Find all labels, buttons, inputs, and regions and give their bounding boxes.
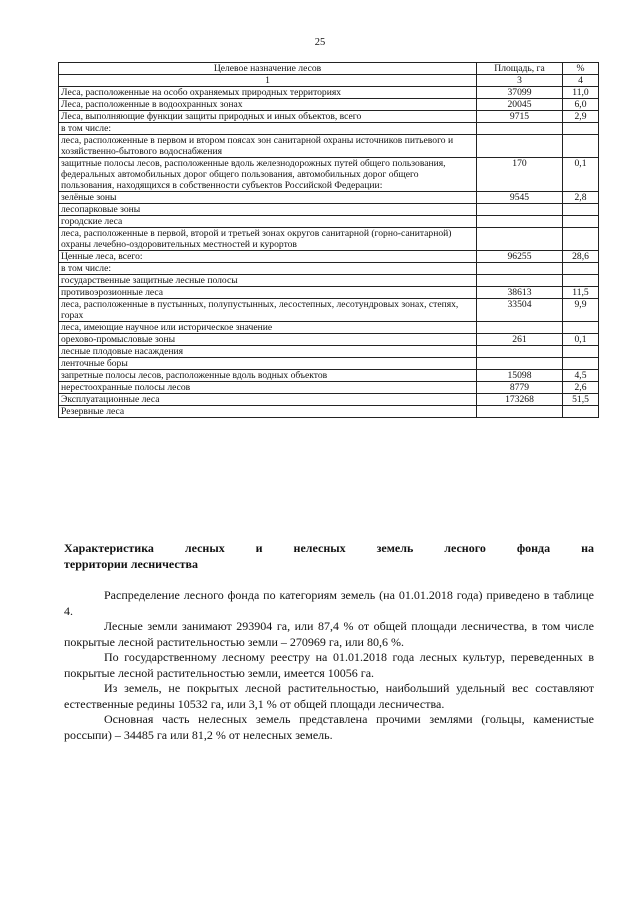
- table-header-row: [59, 63, 599, 75]
- cell-purpose: защитные полосы лесов, расположенные вдоль железнодорожных путей общего пользования, федеральных автомобильных дорог общего пользования, автомобильных дорог общего пользования, находящихся в собственности субъектов Российской Федерации:: [59, 158, 477, 192]
- cell-purpose: Ценные леса, всего:: [59, 251, 477, 263]
- cell-area: 38613: [477, 287, 563, 299]
- paragraph-1: Распределение лесного фонда по категориям земель (на 01.01.2018 года) приведено в таблице 4.: [64, 588, 594, 618]
- page-number: 25: [314, 37, 326, 48]
- cell-purpose: лесопарковые зоны: [59, 204, 477, 216]
- cell-percent: [563, 123, 599, 135]
- index-col-4: 4: [563, 75, 599, 87]
- cell-purpose: Леса, выполняющие функции защиты природных и иных объектов, всего: [59, 111, 477, 123]
- header-area: Площадь, га: [477, 63, 563, 75]
- cell-purpose: леса, расположенные в первой, второй и третьей зонах округов санитарной (горно-санитарной) охраны лечебно-оздоровительных местностей и курортов: [59, 228, 477, 251]
- cell-purpose: орехово-промысловые зоны: [59, 334, 477, 346]
- cell-area: [477, 358, 563, 370]
- cell-percent: 0,1: [563, 158, 599, 192]
- cell-area: [477, 322, 563, 334]
- table-row: [59, 99, 599, 111]
- table-row: [59, 346, 599, 358]
- cell-percent: 11,0: [563, 87, 599, 99]
- cell-purpose: ленточные боры: [59, 358, 477, 370]
- table-row: [59, 382, 599, 394]
- paragraph-4: Из земель, не покрытых лесной растительностью, наибольший удельный вес составляют естественные редины 10532 га, или 3,1 % от общей площади лесничества.: [64, 681, 594, 711]
- cell-purpose: противоэрозионные леса: [59, 287, 477, 299]
- paragraph-3: По государственному лесному реестру на 01.01.2018 года лесных культур, переведенных в покрытые лесной растительностью земли, имеется 10056 га.: [64, 650, 594, 680]
- table-row: [59, 135, 599, 158]
- cell-area: 170: [477, 158, 563, 192]
- cell-area: 96255: [477, 251, 563, 263]
- forest-purpose-table: [58, 62, 599, 418]
- table-index-row: [59, 75, 599, 87]
- cell-area: 173268: [477, 394, 563, 406]
- cell-area: [477, 275, 563, 287]
- table-row: [59, 299, 599, 322]
- cell-percent: 11,5: [563, 287, 599, 299]
- index-col-3: 3: [477, 75, 563, 87]
- table-row: [59, 370, 599, 382]
- cell-percent: 2,9: [563, 111, 599, 123]
- section-heading-line-1: Характеристика лесных и нелесных земель лесного фонда на: [64, 541, 594, 555]
- cell-area: 15098: [477, 370, 563, 382]
- cell-area: 261: [477, 334, 563, 346]
- cell-percent: 4,5: [563, 370, 599, 382]
- cell-area: [477, 406, 563, 418]
- table-row: [59, 87, 599, 99]
- table-row: [59, 228, 599, 251]
- cell-percent: [563, 358, 599, 370]
- cell-area: [477, 228, 563, 251]
- table-row: [59, 158, 599, 192]
- cell-percent: 0,1: [563, 334, 599, 346]
- table-row: [59, 204, 599, 216]
- cell-area: 9715: [477, 111, 563, 123]
- cell-purpose: в том числе:: [59, 123, 477, 135]
- paragraph-2: Лесные земли занимают 293904 га, или 87,4 % от общей площади лесничества, в том числе покрытые лесной растительностью земли – 270969 га, или 80,6 %.: [64, 619, 594, 649]
- table-row: [59, 406, 599, 418]
- cell-purpose: зелёные зоны: [59, 192, 477, 204]
- table-row: [59, 216, 599, 228]
- cell-purpose: государственные защитные лесные полосы: [59, 275, 477, 287]
- cell-area: [477, 346, 563, 358]
- section-heading: [64, 541, 594, 572]
- cell-area: 37099: [477, 87, 563, 99]
- cell-percent: 28,6: [563, 251, 599, 263]
- cell-percent: [563, 216, 599, 228]
- cell-area: [477, 216, 563, 228]
- cell-percent: [563, 406, 599, 418]
- cell-percent: 51,5: [563, 394, 599, 406]
- table-row: [59, 358, 599, 370]
- cell-purpose: в том числе:: [59, 263, 477, 275]
- cell-percent: 9,9: [563, 299, 599, 322]
- cell-area: [477, 204, 563, 216]
- cell-area: 9545: [477, 192, 563, 204]
- cell-percent: [563, 263, 599, 275]
- table-row: [59, 123, 599, 135]
- cell-purpose: леса, расположенные в пустынных, полупустынных, лесостепных, лесотундровых зонах, степях, горах: [59, 299, 477, 322]
- table-row: [59, 251, 599, 263]
- cell-area: [477, 135, 563, 158]
- cell-area: [477, 263, 563, 275]
- cell-percent: [563, 135, 599, 158]
- table-row: [59, 287, 599, 299]
- cell-purpose: городские леса: [59, 216, 477, 228]
- table-row: [59, 394, 599, 406]
- cell-area: [477, 123, 563, 135]
- cell-purpose: Леса, расположенные на особо охраняемых природных территориях: [59, 87, 477, 99]
- table-row: [59, 322, 599, 334]
- cell-purpose: леса, имеющие научное или историческое значение: [59, 322, 477, 334]
- index-col-1: 1: [59, 75, 477, 87]
- cell-percent: 6,0: [563, 99, 599, 111]
- cell-purpose: лесные плодовые насаждения: [59, 346, 477, 358]
- header-purpose: Целевое назначение лесов: [59, 63, 477, 75]
- cell-percent: [563, 228, 599, 251]
- table-row: [59, 192, 599, 204]
- cell-percent: [563, 346, 599, 358]
- cell-area: 33504: [477, 299, 563, 322]
- cell-purpose: запретные полосы лесов, расположенные вдоль водных объектов: [59, 370, 477, 382]
- table-body: [59, 87, 599, 418]
- table-row: [59, 111, 599, 123]
- section-body: [64, 588, 594, 743]
- cell-percent: 2,8: [563, 192, 599, 204]
- cell-purpose: нерестоохранные полосы лесов: [59, 382, 477, 394]
- section-heading-line-2: территории лесничества: [64, 556, 199, 571]
- cell-percent: [563, 322, 599, 334]
- cell-purpose: леса, расположенные в первом и втором поясах зон санитарной охраны источников питьевого и хозяйственно-бытового водоснабжения: [59, 135, 477, 158]
- cell-purpose: Леса, расположенные в водоохранных зонах: [59, 99, 477, 111]
- header-percent: %: [563, 63, 599, 75]
- cell-purpose: Эксплуатационные леса: [59, 394, 477, 406]
- cell-area: 20045: [477, 99, 563, 111]
- table-row: [59, 334, 599, 346]
- cell-percent: [563, 275, 599, 287]
- table-row: [59, 263, 599, 275]
- paragraph-5: Основная часть нелесных земель представлена прочими землями (гольцы, каменистые россыпи) – 34485 га или 81,2 % от нелесных земель.: [64, 712, 594, 742]
- table-row: [59, 275, 599, 287]
- cell-purpose: Резервные леса: [59, 406, 477, 418]
- cell-percent: [563, 204, 599, 216]
- cell-percent: 2,6: [563, 382, 599, 394]
- cell-area: 8779: [477, 382, 563, 394]
